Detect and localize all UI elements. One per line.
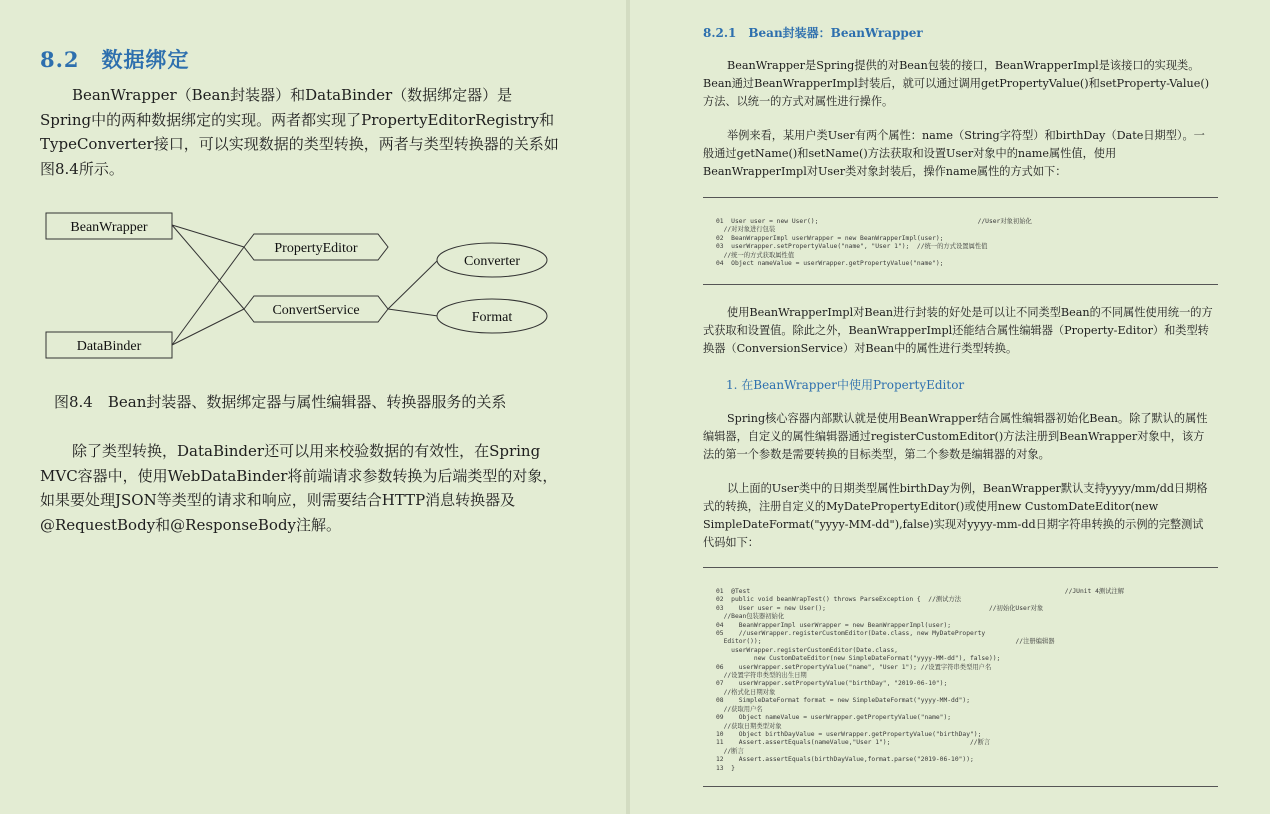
- code-block-bottom-rule: [703, 284, 1218, 285]
- test-code-top-rule: [703, 567, 1218, 568]
- beanwrapperimpl-benefit-paragraph: 使用BeanWrapperImpl对Bean进行封装的好处是可以让不同类型Bean的不同属性使用统一的方式获取和设置值。除此之外，BeanWrapperImpl还能结合属性编辑器（Property-Editor）和类型转换器（ConversionService）对Bean中的属性进行类型转换。: [703, 306, 1213, 355]
- format-label: Format: [471, 310, 513, 325]
- edge-databinder-convertservice: [172, 309, 244, 345]
- relationship-diagram: [40, 206, 560, 366]
- databinder-paragraph: 除了类型转换，DataBinder还可以用来校验数据的有效性，在Spring MVC容器中，使用WebDataBinder将前端请求参数转换为后端类型的对象，如果要处理JSON等类型的请求和响应，则需要结合HTTP消息转换器及@RequestBody和@ResponseBody注解。: [40, 442, 558, 534]
- beanwrapper-intro-paragraph: BeanWrapper是Spring提供的对Bean包装的接口，BeanWrapperImpl是该接口的实现类。Bean通过BeanWrapperImpl封装后，就可以通过调用getPropertyValue()和setProperty-Value()方法、以统一的方式对属性进行操作。: [703, 59, 1210, 108]
- right-page: [630, 0, 1270, 814]
- spring-core-editor-paragraph: Spring核心容器内部默认就是使用BeanWrapper结合属性编辑器初始化Bean。除了默认的属性编辑器，自定义的属性编辑器通过registerCustomEditor()方法注册到BeanWrapper对象中，该方法的第一个参数是需要转换的目标类型，第二个参数是编辑器的对象。: [703, 412, 1208, 461]
- section-title: 8.2 数据绑定: [40, 47, 190, 73]
- databinder-label: DataBinder: [76, 339, 142, 354]
- code-block-top-rule: [703, 197, 1218, 198]
- birthday-example-paragraph: 以上面的User类中的日期类型属性birthDay为例，BeanWrapper默认支持yyyy/mm/dd日期格式的转换，注册自定义的MyDatePropertyEditor()或使用new CustomDateEditor(new SimpleDateFormat("yyyy-MM-dd"),false)实现对yyyy-mm-dd日期字符串转换的示例的完整测试代码如下：: [703, 482, 1208, 549]
- left-page: [0, 0, 626, 814]
- convertservice-label: ConvertService: [272, 303, 360, 318]
- beanwrapper-label: BeanWrapper: [70, 220, 148, 235]
- subsection-title: 8.2.1 Bean封装器：BeanWrapper: [703, 26, 923, 40]
- item-title-propertyeditor: 1. 在BeanWrapper中使用PropertyEditor: [726, 378, 965, 392]
- test-code-bottom-rule: [703, 786, 1218, 787]
- edge-beanwrapper-propertyeditor: [172, 225, 244, 247]
- intro-paragraph: BeanWrapper（Bean封装器）和DataBinder（数据绑定器）是Spring中的两种数据绑定的实现。两者都实现了PropertyEditorRegistry和TypeConverter接口，可以实现数据的类型转换，两者与类型转换器的关系如图8.4所示。: [40, 86, 559, 178]
- figure-caption: 图8.4 Bean封装器、数据绑定器与属性编辑器、转换器服务的关系: [54, 393, 507, 411]
- user-example-paragraph: 举例来看，某用户类User有两个属性：name（String字符型）和birthDay（Date日期型）。一般通过getName()和setName()方法获取和设置User对象中的name属性值，使用BeanWrapperImpl对User类对象封装后，操作name属性的方式如下：: [703, 129, 1205, 178]
- edge-convertservice-converter: [388, 260, 438, 309]
- converter-label: Converter: [464, 254, 520, 269]
- code-block-name-property: 01 User user = new User(); //User对象初始化 //对对象进行包装 02 BeanWrapperImpl userWrapper = new BeanWrapperImpl(user); 03 userWrapper.setPropertyValue("name", "User 1"); //统一的方式设置属性值 //统一的方式获取属性值 04 Object nameValue = userWrapper.getPropertyValue("name");: [716, 218, 1032, 268]
- edge-convertservice-format: [388, 309, 438, 316]
- code-block-bean-wrap-test: 01 @Test //JUnit 4测试注解 02 public void beanWrapTest() throws ParseException { //测试方法 03 User user = new User(); //初始化User对象 //Bean包装器初始化 04 BeanWrapperImpl userWrapper = new BeanWrapperImpl(user); 05 //userWrapper.registerCustomEditor(Date.class, new MyDateProperty Editor()); //注册编辑器 userWrapper.registerCustomEditor(Date.class, new CustomDateEditor(new SimpleDateFormat("yyyy-MM-dd"), false)); 06 userWrapper.setPropertyValue("name", "User 1"); //设置字符串类型用户名 //设置字符串类型的出生日期 07 userWrapper.setPropertyValue("birthDay", "2019-06-10"); //格式化日期对象 08 SimpleDateFormat format = new SimpleDateFormat("yyyy-MM-dd"); //获取用户名 09 Object nameValue = userWrapper.getPropertyValue("name"); //获取日期类型对象 10 Object birthDayValue = userWrapper.getPropertyValue("birthDay"); 11 Assert.assertEquals(nameValue,"User 1"); //断言 //断言 12 Assert.assertEquals(birthDayValue,format.parse("2019-06-10")); 13 }: [716, 588, 1125, 772]
- propertyeditor-label: PropertyEditor: [274, 241, 358, 256]
